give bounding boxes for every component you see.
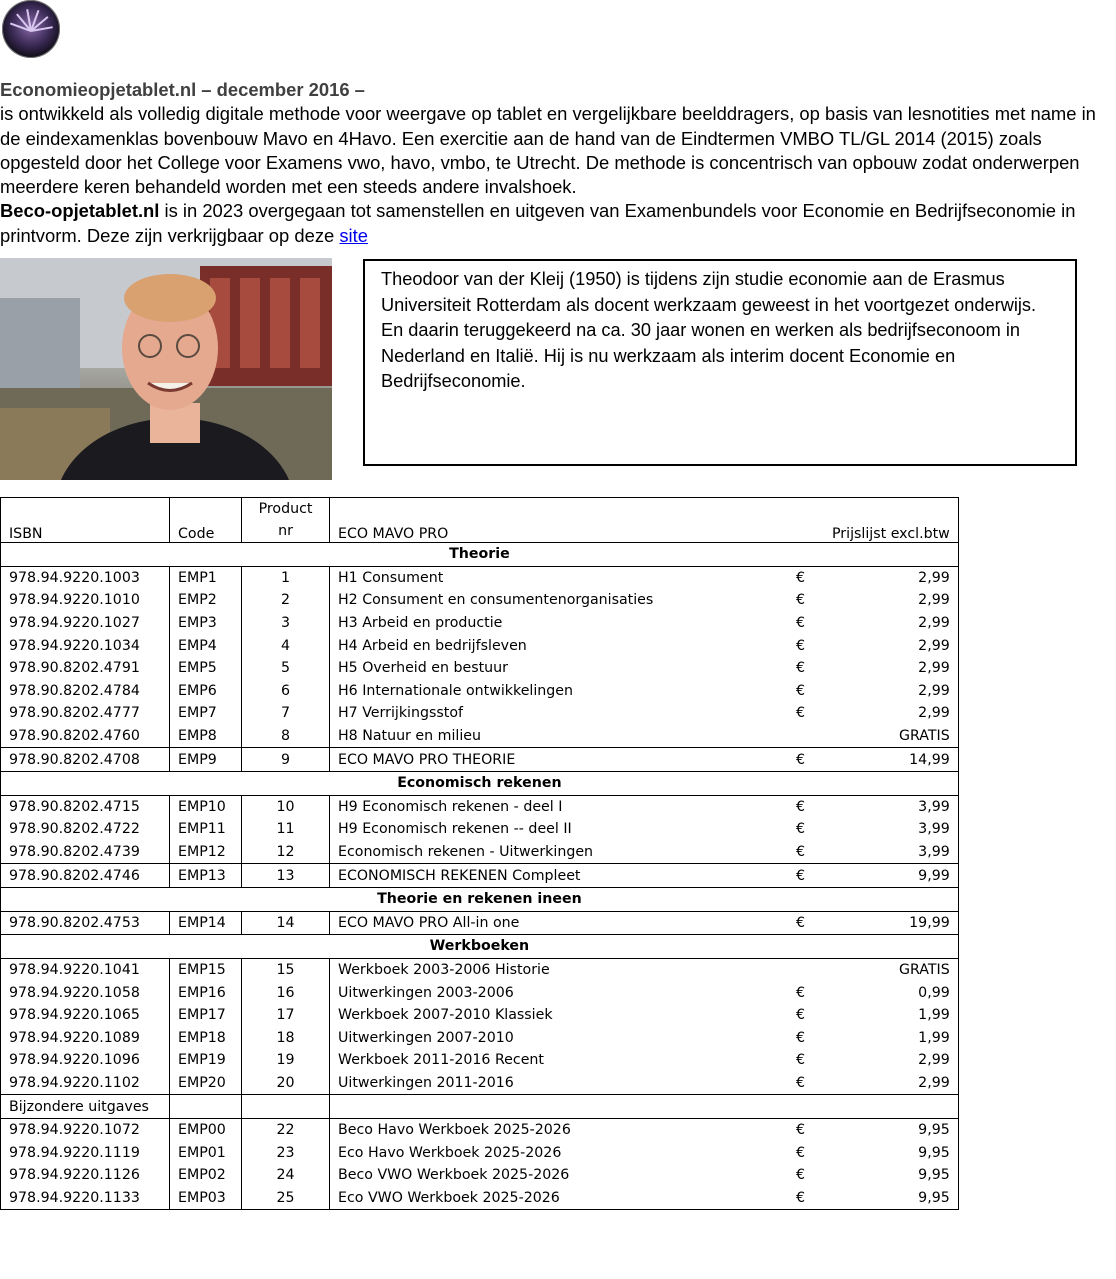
cell-currency: € xyxy=(796,1052,806,1069)
cell-currency: € xyxy=(796,1144,806,1161)
cell-nr: 5 xyxy=(242,657,330,680)
cell-code: EMP3 xyxy=(170,612,242,635)
cell-price: 2,99 xyxy=(824,657,958,680)
cell-price: 9,95 xyxy=(824,1164,958,1187)
cell-currency: € xyxy=(796,1007,806,1024)
cell-code: EMP14 xyxy=(170,911,242,935)
cell-isbn: 978.90.8202.4760 xyxy=(1,725,170,748)
table-row xyxy=(1,1026,959,1049)
cell-title: H6 Internationale ontwikkelingen xyxy=(330,680,789,703)
cell-title: H3 Arbeid en productie xyxy=(330,612,789,635)
cell-title: H2 Consument en consumentenorganisaties xyxy=(330,589,789,612)
cell-nr: 3 xyxy=(242,612,330,635)
cell-currency: € xyxy=(796,569,806,586)
section-rekenen: Economisch rekenen xyxy=(1,771,959,795)
table-row xyxy=(1,748,959,772)
section-header xyxy=(1,935,959,959)
cell-price: 2,99 xyxy=(824,566,958,589)
header-code: Code xyxy=(170,498,242,543)
header-title: ECO MAVO PRO xyxy=(330,498,789,543)
cell-price: 3,99 xyxy=(824,818,958,841)
table-row xyxy=(1,1118,959,1141)
cell-title: Eco Havo Werkboek 2025-2026 xyxy=(330,1141,789,1164)
cell-isbn: 978.90.8202.4746 xyxy=(1,864,170,888)
cell-title: H1 Consument xyxy=(330,566,789,589)
cell-currency: € xyxy=(796,821,806,838)
cell-title: ECO MAVO PRO All-in one xyxy=(330,911,789,935)
cell-isbn: 978.94.9220.1058 xyxy=(1,981,170,1004)
cell-isbn: 978.94.9220.1102 xyxy=(1,1072,170,1095)
cell-code: EMP9 xyxy=(170,748,242,772)
cell-code: EMP2 xyxy=(170,589,242,612)
cell-code: EMP18 xyxy=(170,1026,242,1049)
author-bio-box: Theodoor van der Kleij (1950) is tijdens zijn studie economie aan de Erasmus Universiteit Rotterdam als docent werkzaam geweest in het voortgezet onderwijs. En daarin teruggekeerd na ca. 30 jaar wonen en werken als bedrijfseconoom in Nederland en Italië. Hij is nu werkzaam als interim docent Economie en Bedrijfseconomie. xyxy=(363,259,1077,466)
cell-price: 0,99 xyxy=(824,981,958,1004)
cell-currency: € xyxy=(796,682,806,699)
header-nr-label: nr xyxy=(278,523,293,539)
cell-title: H9 Economisch rekenen - deel I xyxy=(330,795,789,818)
table-row xyxy=(1,911,959,935)
cell-isbn: 978.94.9220.1089 xyxy=(1,1026,170,1049)
cell-price: 9,95 xyxy=(824,1118,958,1141)
table-row xyxy=(1,795,959,818)
cell-nr: 8 xyxy=(242,725,330,748)
cell-title: ECONOMISCH REKENEN Compleet xyxy=(330,864,789,888)
cell-price: 2,99 xyxy=(824,612,958,635)
cell-code: EMP19 xyxy=(170,1049,242,1072)
cell-title: Uitwerkingen 2011-2016 xyxy=(330,1072,789,1095)
section-header xyxy=(1,771,959,795)
intro-text xyxy=(0,78,1110,248)
intro-paragraph-1: is ontwikkeld als volledig digitale methode voor weergave op tablet en vergelijkbare beelddragers, op basis van lesnotities met name in de eindexamenklas bovenbouw Mavo en 4Havo. Een exercitie aan de hand van de Eindtermen VMBO TL/GL 2014 (2015) zoals opgesteld door het College voor Examens vwo, havo, vmbo, te Utrecht. De methode is concentrisch van opbouw zodat onderwerpen meerdere keren behandeld worden met een steeds andere invalshoek. xyxy=(0,103,1096,198)
cell-code: EMP1 xyxy=(170,566,242,589)
table-row xyxy=(1,589,959,612)
page-title: Economieopjetablet.nl – december 2016 – xyxy=(0,79,365,100)
cell-price: 1,99 xyxy=(824,1004,958,1027)
empty-cell xyxy=(788,1095,824,1119)
cell-price: 2,99 xyxy=(824,1072,958,1095)
section-header xyxy=(1,1095,959,1119)
cell-nr: 6 xyxy=(242,680,330,703)
cell-isbn: 978.90.8202.4791 xyxy=(1,657,170,680)
empty-cell xyxy=(330,1095,789,1119)
cell-nr: 24 xyxy=(242,1164,330,1187)
cell-title: H5 Overheid en bestuur xyxy=(330,657,789,680)
cell-title: Beco Havo Werkboek 2025-2026 xyxy=(330,1118,789,1141)
cell-nr: 10 xyxy=(242,795,330,818)
cell-nr: 11 xyxy=(242,818,330,841)
table-row xyxy=(1,657,959,680)
cell-isbn: 978.94.9220.1003 xyxy=(1,566,170,589)
section-header xyxy=(1,887,959,911)
cell-price: 2,99 xyxy=(824,634,958,657)
cell-price: 19,99 xyxy=(824,911,958,935)
cell-price: GRATIS xyxy=(824,958,958,981)
cell-code: EMP13 xyxy=(170,864,242,888)
table-row xyxy=(1,1004,959,1027)
cell-nr: 15 xyxy=(242,958,330,981)
cell-price: 2,99 xyxy=(824,589,958,612)
table-row xyxy=(1,818,959,841)
cell-nr: 13 xyxy=(242,864,330,888)
cell-title: Uitwerkingen 2003-2006 xyxy=(330,981,789,1004)
cell-isbn: 978.94.9220.1119 xyxy=(1,1141,170,1164)
cell-currency: € xyxy=(788,841,824,864)
cell-isbn: 978.90.8202.4722 xyxy=(1,818,170,841)
cell-code: EMP8 xyxy=(170,725,242,748)
table-row xyxy=(1,1187,959,1210)
author-photo xyxy=(0,258,332,480)
section-header xyxy=(1,543,959,567)
cell-nr: 23 xyxy=(242,1141,330,1164)
cell-title: Eco VWO Werkboek 2025-2026 xyxy=(330,1187,789,1210)
cell-code: EMP5 xyxy=(170,657,242,680)
cell-isbn: 978.90.8202.4739 xyxy=(1,841,170,864)
cell-title: Economisch rekenen - Uitwerkingen xyxy=(330,841,789,864)
cell-nr: 16 xyxy=(242,981,330,1004)
cell-currency: € xyxy=(796,1167,806,1184)
table-row xyxy=(1,958,959,981)
cell-currency: € xyxy=(796,660,806,677)
cell-nr: 1 xyxy=(242,566,330,589)
cell-currency xyxy=(788,725,824,748)
logo-image xyxy=(2,0,60,58)
cell-code: EMP4 xyxy=(170,634,242,657)
cell-currency: € xyxy=(788,1187,824,1210)
table-row xyxy=(1,634,959,657)
cell-code: EMP03 xyxy=(170,1187,242,1210)
cell-price: 2,99 xyxy=(824,680,958,703)
table-row xyxy=(1,612,959,635)
cell-currency xyxy=(788,958,824,981)
cell-nr: 18 xyxy=(242,1026,330,1049)
cell-code: EMP6 xyxy=(170,680,242,703)
cell-isbn: 978.90.8202.4708 xyxy=(1,748,170,772)
cell-title: H9 Economisch rekenen -- deel II xyxy=(330,818,789,841)
table-row xyxy=(1,680,959,703)
cell-isbn: 978.94.9220.1065 xyxy=(1,1004,170,1027)
cell-nr: 9 xyxy=(242,748,330,772)
cell-code: EMP00 xyxy=(170,1118,242,1141)
cell-isbn: 978.94.9220.1041 xyxy=(1,958,170,981)
section-werkboeken: Werkboeken xyxy=(1,935,959,959)
empty-cell xyxy=(824,1095,958,1119)
cell-currency: € xyxy=(796,705,806,722)
cell-price: 1,99 xyxy=(824,1026,958,1049)
cell-isbn: 978.94.9220.1010 xyxy=(1,589,170,612)
price-table xyxy=(0,497,959,1210)
table-row xyxy=(1,702,959,725)
cell-title: Werkboek 2003-2006 Historie xyxy=(330,958,789,981)
cell-currency: € xyxy=(796,592,806,609)
cell-title: Werkboek 2011-2016 Recent xyxy=(330,1049,789,1072)
cell-title: Beco VWO Werkboek 2025-2026 xyxy=(330,1164,789,1187)
cell-title: H8 Natuur en milieu xyxy=(330,725,789,748)
table-row xyxy=(1,841,959,864)
cell-price: 2,99 xyxy=(824,702,958,725)
cell-nr: 2 xyxy=(242,589,330,612)
cell-currency: € xyxy=(788,864,824,888)
cell-isbn: 978.90.8202.4784 xyxy=(1,680,170,703)
empty-cell xyxy=(242,1095,330,1119)
cell-code: EMP01 xyxy=(170,1141,242,1164)
cell-title: H4 Arbeid en bedrijfsleven xyxy=(330,634,789,657)
cell-currency: € xyxy=(796,637,806,654)
cell-price: 9,95 xyxy=(824,1187,958,1210)
cell-code: EMP10 xyxy=(170,795,242,818)
cell-isbn: 978.94.9220.1126 xyxy=(1,1164,170,1187)
cell-code: EMP7 xyxy=(170,702,242,725)
cell-currency: € xyxy=(796,798,806,815)
cell-isbn: 978.90.8202.4715 xyxy=(1,795,170,818)
cell-price: GRATIS xyxy=(824,725,958,748)
cell-isbn: 978.94.9220.1133 xyxy=(1,1187,170,1210)
table-row xyxy=(1,1164,959,1187)
cell-code: EMP15 xyxy=(170,958,242,981)
cell-title: H7 Verrijkingsstof xyxy=(330,702,789,725)
cell-title: ECO MAVO PRO THEORIE xyxy=(330,748,789,772)
brand-name: Beco-opjetablet.nl xyxy=(0,200,160,222)
cell-isbn: 978.90.8202.4753 xyxy=(1,911,170,935)
cell-currency: € xyxy=(796,615,806,632)
cell-price: 3,99 xyxy=(824,841,958,864)
cell-price: 14,99 xyxy=(824,748,958,772)
table-header-row xyxy=(1,498,959,543)
cell-nr: 14 xyxy=(242,911,330,935)
cell-currency: € xyxy=(788,911,824,935)
cell-nr: 22 xyxy=(242,1118,330,1141)
empty-cell xyxy=(170,1095,242,1119)
cell-isbn: 978.94.9220.1096 xyxy=(1,1049,170,1072)
cell-code: EMP17 xyxy=(170,1004,242,1027)
header-isbn: ISBN xyxy=(1,498,170,543)
cell-code: EMP11 xyxy=(170,818,242,841)
cell-isbn: 978.94.9220.1034 xyxy=(1,634,170,657)
cell-currency: € xyxy=(788,1072,824,1095)
cell-title: Werkboek 2007-2010 Klassiek xyxy=(330,1004,789,1027)
cell-nr: 20 xyxy=(242,1072,330,1095)
table-row xyxy=(1,566,959,589)
cell-code: EMP12 xyxy=(170,841,242,864)
table-row xyxy=(1,864,959,888)
cell-code: EMP20 xyxy=(170,1072,242,1095)
cell-nr: 25 xyxy=(242,1187,330,1210)
table-row xyxy=(1,725,959,748)
cell-title: Uitwerkingen 2007-2010 xyxy=(330,1026,789,1049)
cell-nr: 7 xyxy=(242,702,330,725)
cell-currency: € xyxy=(796,984,806,1001)
cell-isbn: 978.94.9220.1072 xyxy=(1,1118,170,1141)
cell-isbn: 978.90.8202.4777 xyxy=(1,702,170,725)
cell-nr: 4 xyxy=(242,634,330,657)
cell-nr: 12 xyxy=(242,841,330,864)
table-row xyxy=(1,1141,959,1164)
table-row xyxy=(1,981,959,1004)
site-link[interactable]: site xyxy=(339,224,368,246)
cell-price: 9,95 xyxy=(824,1141,958,1164)
cell-code: EMP02 xyxy=(170,1164,242,1187)
header-product-nr xyxy=(242,498,330,543)
cell-price: 2,99 xyxy=(824,1049,958,1072)
table-row xyxy=(1,1049,959,1072)
section-ineen: Theorie en rekenen ineen xyxy=(1,887,959,911)
cell-code: EMP16 xyxy=(170,981,242,1004)
cell-currency: € xyxy=(796,1122,806,1139)
cell-price: 3,99 xyxy=(824,795,958,818)
cell-isbn: 978.94.9220.1027 xyxy=(1,612,170,635)
cell-nr: 17 xyxy=(242,1004,330,1027)
header-currency xyxy=(788,498,824,543)
intro-paragraph-2: is in 2023 overgegaan tot samenstellen en uitgeven van Examenbundels voor Economie en Bedrijfseconomie in printvorm. Deze zijn verkrijgbaar op deze xyxy=(0,200,1076,246)
cell-currency: € xyxy=(796,1029,806,1046)
header-price: Prijslijst excl.btw xyxy=(824,498,958,543)
table-row xyxy=(1,1072,959,1095)
section-theorie: Theorie xyxy=(1,543,959,567)
cell-price: 9,99 xyxy=(824,864,958,888)
cell-nr: 19 xyxy=(242,1049,330,1072)
header-product-label: Product xyxy=(258,501,313,517)
cell-currency: € xyxy=(788,748,824,772)
section-bijzonder: Bijzondere uitgaves xyxy=(1,1095,170,1119)
